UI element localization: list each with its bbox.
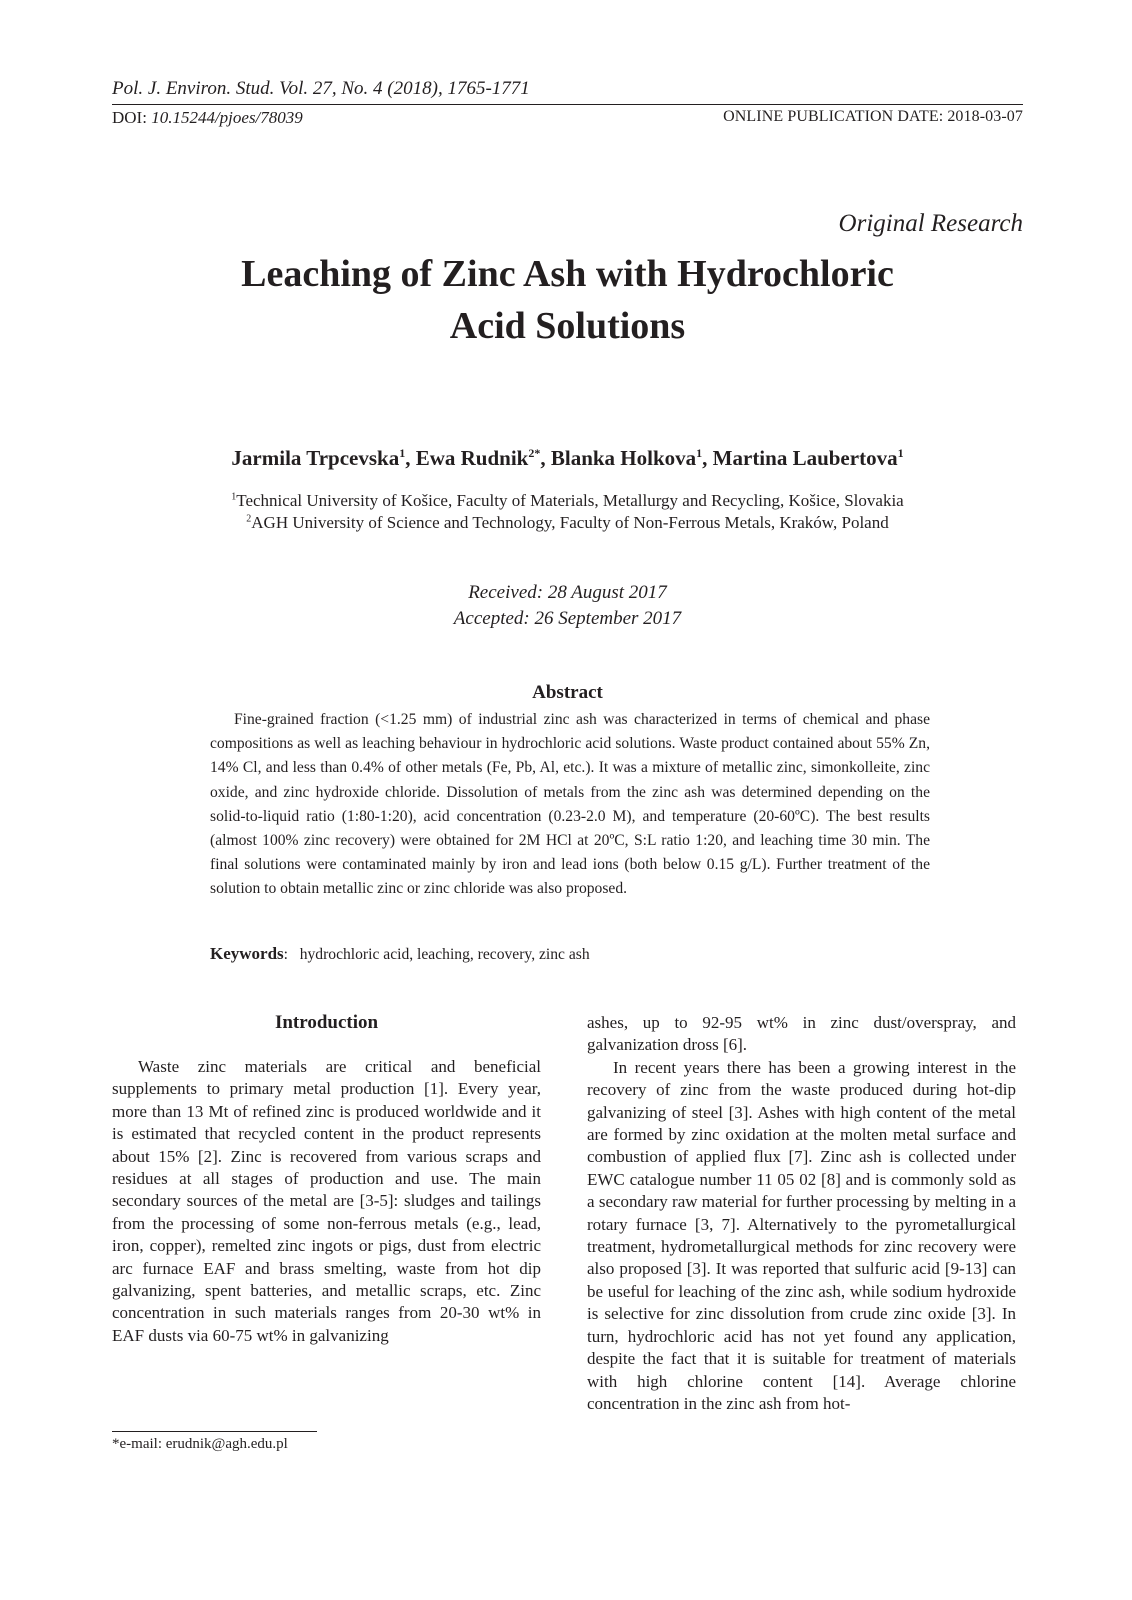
affiliation-text: Technical University of Košice, Faculty of Materials, Metallurgy and Recycling, Košice, Slovakia (236, 491, 904, 510)
introduction-heading: Introduction (274, 1012, 379, 1033)
author-affiliation-mark: 1 (897, 446, 904, 460)
footnote-rule (112, 1431, 317, 1432)
author-list: Jarmila Trpcevska$^1$, Ewa Rudnik$^{2*}$, Blanka Holkova$^1$, Martina Laubertova$^1$ (231, 446, 904, 470)
online-publication-date: ONLINE PUBLICATION DATE: 2018-03-07 (723, 108, 1023, 125)
doi-label: DOI: (112, 108, 152, 127)
article-type: Original Research (838, 210, 1023, 237)
affiliation-mark: 2 (246, 513, 252, 525)
doi-value[interactable]: 10.15244/pjoes/78039 (151, 108, 303, 127)
accepted-date: Accepted: 26 September 2017 (453, 608, 682, 629)
author-name: Blanka Holkova (550, 446, 697, 470)
author-name: Martina Laubertova (712, 446, 898, 470)
left-column (112, 1056, 541, 1347)
author-affiliation-mark: 1 (399, 446, 406, 460)
affiliation-mark: 1 (231, 491, 237, 503)
keywords-text: hydrochloric acid, leaching, recovery, zinc ash (299, 946, 590, 963)
doi-line (112, 108, 303, 128)
body-paragraph: ashes, up to 92-95 wt% in zinc dust/overspray, and galvanization dross [6]. (587, 1013, 1016, 1055)
received-date: Received: 28 August 2017 (468, 582, 667, 603)
author-affiliation-mark: 2* (528, 446, 541, 460)
author-name: Ewa Rudnik (415, 446, 529, 470)
body-paragraph: Waste zinc materials are critical and beneficial supplements to primary metal production [1]. Every year, more than 13 Mt of refined zinc is produced worldwide and it is estimated that recycled content in the product represents about 15% [2]. Zinc is recovered from various scraps and residues at all stages of production and use. The main secondary sources of the metal are [3-5]: sludges and tailings from the processing of some non-ferrous metals (e.g., lead, iron, copper), remelted zinc ingots or pigs, dust from electric arc furnace EAF and brass smelting, waste from hot dip galvanizing, spent batteries, and metallic scraps, etc. Zinc concentration in such materials ranges from 20-30 wt% in EAF dusts via 60-75 wt% in galvanizing (112, 1057, 541, 1345)
author-name: Jarmila Trpcevska (231, 446, 400, 470)
header-rule (112, 104, 1023, 105)
author-affiliation-mark: 1 (696, 446, 703, 460)
title-line-2: Acid Solutions (449, 305, 686, 347)
footnote-email[interactable]: *e-mail: erudnik@agh.edu.pl (112, 1436, 288, 1452)
title-line-1: Leaching of Zinc Ash with Hydrochloric (241, 253, 894, 295)
paper-title (112, 248, 1023, 352)
affiliation-text: AGH University of Science and Technology, Faculty of Non-Ferrous Metals, Kraków, Poland (251, 513, 889, 532)
body-paragraph: In recent years there has been a growing interest in the recovery of zinc from the waste produced during hot-dip galvanizing of steel [3]. Ashes with high content of the metal are formed by zinc oxidation at the molten metal surface and combustion of applied flux [7]. Zinc ash is collected under EWC catalogue number 11 05 02 [8] and is commonly sold as a secondary raw material for further processing by melting in a rotary furnace [3, 7]. Alternatively to the pyrometallurgical treatment, hydrometallurgical methods for zinc recovery were also proposed [3]. It was reported that sulfuric acid [9-13] can be useful for leaching of the zinc ash, while sodium hydroxide is selective for zinc dissolution from crude zinc oxide [3]. In turn, hydrochloric acid has not yet found any application, despite the fact that it is suitable for treatment of materials with high chlorine content [14]. Average chlorine concentration in the zinc ash from hot- (587, 1057, 1016, 1413)
abstract-body: Fine-grained fraction (<1.25 mm) of industrial zinc ash was characterized in terms of chemical and phase compositions as well as leaching behaviour in hydrochloric acid solutions. Waste product contained about 55% Zn, 14% Cl, and less than 0.4% of other metals (Fe, Pb, Al, etc.). It was a mixture of metallic zinc, simonkolleite, zinc oxide, and zinc hydroxide chloride. Dissolution of metals from the zinc ash was determined depending on the solid-to-liquid ratio (1:80-1:20), acid concentration (0.23-2.0 M), and temperature (20-60ºC). The best results (almost 100% zinc recovery) were obtained for 2M HCl at 20ºC, S:L ratio 1:20, and leaching time 30 min. The final solutions were contaminated mainly by iron and lead ions (both below 0.15 g/L). Further treatment of the solution to obtain metallic zinc or zinc chloride was also proposed. (210, 711, 930, 898)
affiliation (112, 513, 1023, 533)
affiliation (112, 491, 1023, 511)
keywords-label: Keywords (210, 944, 284, 963)
keywords: Keywords: hydrochloric acid, leaching, recovery, zinc ash (210, 944, 590, 963)
right-column (587, 1012, 1016, 1415)
abstract-heading: Abstract (532, 682, 603, 703)
journal-citation: Pol. J. Environ. Stud. Vol. 27, No. 4 (2018), 1765-1771 (112, 78, 530, 99)
